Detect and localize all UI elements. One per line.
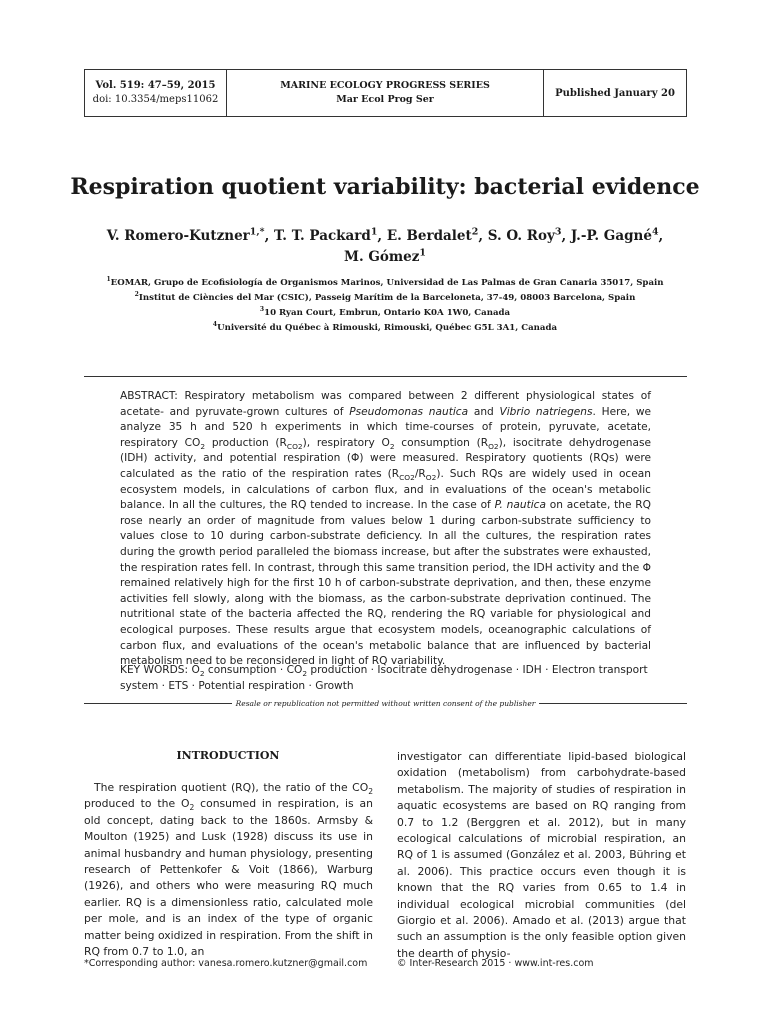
species-name: Pseudomonas nautica bbox=[349, 405, 469, 418]
author: V. Romero-Kutzner bbox=[106, 228, 250, 244]
series-name: MARINE ECOLOGY PROGRESS SERIES bbox=[280, 80, 490, 91]
species-name: P. nautica bbox=[494, 499, 547, 512]
author-sup: 2 bbox=[471, 226, 479, 238]
affiliation: $^4$Université du Québec à Rimouski, Rimouski, Québec G5L 3A1, Canada bbox=[212, 321, 558, 333]
volume-cell bbox=[85, 70, 227, 116]
section-heading: INTRODUCTION bbox=[176, 749, 280, 762]
author-sup: 1 bbox=[370, 226, 378, 238]
journal-header bbox=[84, 69, 687, 117]
right-column bbox=[397, 749, 686, 962]
author-sup: 3 bbox=[554, 226, 562, 238]
resale-text: Resale or republication not permitted without written consent of the publisher bbox=[235, 699, 536, 708]
copyright: © Inter-Research 2015 · www.int-res.com bbox=[397, 958, 594, 969]
author: E. Berdalet bbox=[386, 228, 472, 244]
paper-title: Respiration quotient variability: bacterial evidence bbox=[70, 174, 700, 200]
species-name: Vibrio natriegens bbox=[499, 405, 593, 418]
keywords: KEY WORDS: $O_2$ consumption · $CO_2$ production · Isocitrate dehydrogenase · IDH · Electron transport system · ETS · Potential respiration · Growth bbox=[120, 664, 648, 692]
series-abbr: Mar Ecol Prog Ser bbox=[336, 94, 434, 105]
abstract-label: ABSTRACT: bbox=[120, 390, 178, 402]
published-cell bbox=[544, 70, 686, 116]
affiliation: $^1$EOMAR, Grupo de Ecofisiología de Organismos Marinos, Universidad de Las Palmas de Gran Canaria 35017, Spain bbox=[106, 276, 664, 288]
affiliation: $^3$10 Ryan Court, Embrun, Ontario K0A 1W0, Canada bbox=[259, 306, 511, 318]
author-list: V. Romero-Kutzner$^{1,*}$, T. T. Packard$^1$, E. Berdalet$^2$, S. O. Roy$^3$, J.-P. Gagné$^4$, M. Gómez$^1$ bbox=[106, 226, 664, 265]
divider bbox=[84, 703, 232, 704]
corresponding-author: *Corresponding author: vanesa.romero.kutzner@gmail.com bbox=[84, 958, 368, 969]
author-sup: 4 bbox=[651, 226, 659, 238]
intro-paragraph: The respiration quotient (RQ), the ratio of the $CO_2$ produced to the $O_2$ consumed in respiration, is an old concept, dating back to the 1860s. Armsby & Moulton (1925) and Lusk (1928) discuss its use in animal husbandry and human physiology, presenting research of Pettenkofer & Voit (1866), Warburg (1926), and others who were measuring RQ much earlier. RQ is a dimensionless ratio, calculated mole per mole, and is an index of the type of organic matter being oxidized in respiration. From the shift in RQ from 0.7 to 1.0, an bbox=[84, 781, 373, 959]
abstract: ABSTRACT: Respiratory metabolism was compared between 2 different physiological states of acetate- and pyruvate-grown cultures of Pseudomonas nautica and Vibrio natriegens. Here, we analyze 35 h and 520 h experiments in which time-courses of protein, pyruvate, acetate, respiratory $CO_2$ production $(R_{CO2})$, respiratory $O_2$ consumption $(R_{O2})$, isocitrate dehydrogenase (IDH) activity, and potential respiration (Φ) were measured. Respiratory quotients (RQs) were calculated as the ratio of the respiration rates $(R_{CO2}/R_{O2})$. Such RQs are widely used in ocean ecosystem models, in calculations of carbon flux, and in evaluations of the ocean's metabolic balance. In all the cultures, the RQ tended to increase. In the case of P. nautica on acetate, the RQ rose nearly an order of magnitude from values below 1 during carbon-substrate sufficiency to values close to 10 during carbon-substrate deficiency. In all the cultures, the respiration rates during the growth period paralleled the biomass increase, but after the substrates were exhausted, the respiration rates fell. In contrast, through this same transition period, the IDH activity and the Φ remained relatively high for the first 10 h of carbon-substrate deprivation, and then, these enzyme activities fell slowly, along with the biomass, as the carbon-substrate deprivation continued. The nutritional state of the bacteria affected the RQ, rendering the RQ variable for physiological and ecological purposes. These results argue that ecosystem models, oceanographic calculations of carbon flux, and evaluations of the ocean's metabolic balance that are influenced by bacterial metabolism need to be reconsidered in light of RQ variability. bbox=[120, 390, 652, 668]
author: T. T. Packard bbox=[274, 228, 371, 244]
author: J.-P. Gagné bbox=[570, 228, 652, 244]
doi-text: doi: 10.3354/meps11062 bbox=[92, 94, 219, 105]
left-column bbox=[84, 780, 373, 960]
series-cell bbox=[227, 70, 544, 116]
divider bbox=[539, 703, 687, 704]
affiliation: $^2$Institut de Ciències del Mar (CSIC), Passeig Marítim de la Barceloneta, 37-49, 08003 Barcelona, Spain bbox=[134, 291, 636, 303]
author: M. Gómez bbox=[344, 249, 420, 265]
author: S. O. Roy bbox=[487, 228, 555, 244]
author-sup: 1,* bbox=[249, 226, 265, 238]
volume-text: Vol. 519: 47–59, 2015 bbox=[95, 80, 216, 91]
keywords-label: KEY WORDS: bbox=[120, 664, 189, 676]
resale-notice bbox=[84, 699, 687, 708]
abstract-top-rule bbox=[84, 376, 687, 377]
author-sup: 1 bbox=[419, 247, 426, 259]
affiliations bbox=[60, 276, 710, 336]
intro-paragraph: investigator can differentiate lipid-based biological oxidation (metabolism) from carbohydrate-based metabolism. The majority of studies of respiration in aquatic ecosystems are based on RQ ranging from 0.7 to 1.2 (Berggren et al. 2012), but in many ecological calculations of microbial respiration, an RQ of 1 is assumed (González et al. 2003, Bühring et al. 2006). This practice occurs even though it is known that the RQ varies from 0.65 to 1.4 in individual ecological microbial communities (del Giorgio et al. 2006). Amado et al. (2013) argue that such an assumption is the only feasible option given the dearth of physio- bbox=[397, 750, 686, 960]
published-date: Published January 20 bbox=[555, 87, 675, 99]
